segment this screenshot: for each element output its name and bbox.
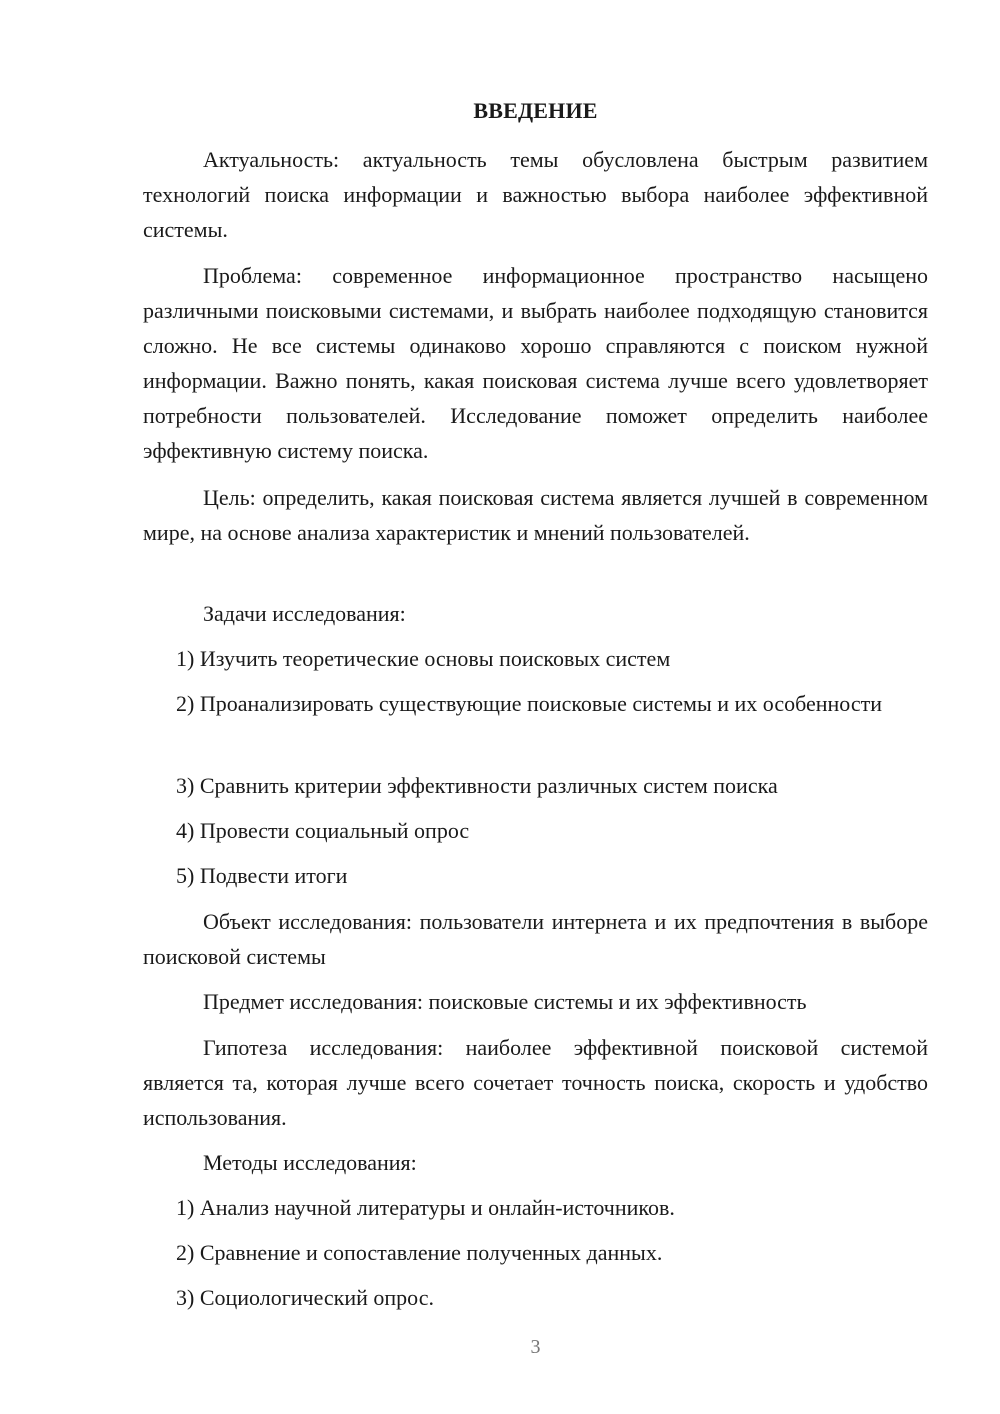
paragraph-problem: Проблема: современное информационное пространство насыщено различными поисковыми системами, и выбрать наиболее подходящую становится сложно. Не все системы одинаково хорошо справляются с поиском нужной информации. Важно понять, какая поисковая система лучше всего удовлетворяет потребности пользователей. Исследование поможет определить наиболее эффективную систему поиска. — [143, 263, 928, 463]
paragraph-subject: Предмет исследования: поисковые системы и их эффективность — [203, 989, 807, 1014]
paragraph-hypothesis: Гипотеза исследования: наиболее эффективной поисковой системой является та, которая лучше всего сочетает точность поиска, скорость и удобство использования. — [143, 1035, 928, 1130]
paragraph-goal: Цель: определить, какая поисковая система является лучшей в современном мире, на основе анализа характеристик и мнений пользователей. — [143, 485, 928, 545]
method-item: 3) Социологический опрос. — [176, 1285, 434, 1310]
task-item: 1) Изучить теоретические основы поисковых систем — [176, 646, 671, 671]
document-page — [143, 0, 928, 1414]
task-item: 3) Сравнить критерии эффективности различных систем поиска — [176, 773, 778, 798]
methods-heading: Методы исследования: — [203, 1150, 417, 1175]
paragraph-object: Объект исследования: пользователи интернета и их предпочтения в выборе поисковой системы — [143, 909, 928, 969]
page-title: ВВЕДЕНИЕ — [473, 98, 598, 123]
method-item: 2) Сравнение и сопоставление полученных данных. — [176, 1240, 663, 1265]
task-item: 4) Провести социальный опрос — [176, 818, 470, 843]
method-item: 1) Анализ научной литературы и онлайн-источников. — [176, 1195, 675, 1220]
page-number: 3 — [530, 1336, 541, 1358]
tasks-heading: Задачи исследования: — [203, 601, 406, 626]
task-item: 2) Проанализировать существующие поисковые системы и их особенности — [176, 691, 882, 716]
task-item: 5) Подвести итоги — [176, 863, 348, 888]
paragraph-relevance: Актуальность: актуальность темы обусловлена быстрым развитием технологий поиска информации и важностью выбора наиболее эффективной системы. — [143, 147, 928, 242]
